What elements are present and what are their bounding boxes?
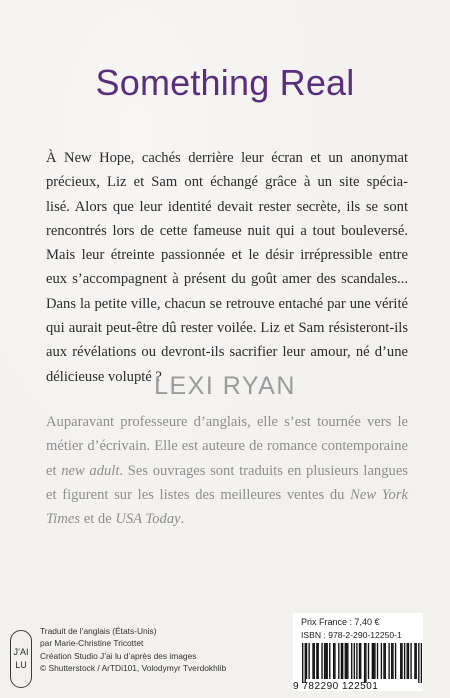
bio-text: .: [180, 511, 185, 528]
bio-line: Auparavant professeure d’anglais, elle s’est tournée vers le: [46, 414, 408, 430]
synopsis-line: eux s’accompagnent à présent du goût amer des scandales...: [46, 271, 408, 288]
barcode-bar: [325, 643, 326, 679]
synopsis-line: délicieuse volupté ?: [46, 368, 162, 385]
barcode-bar: [372, 643, 373, 679]
synopsis-line: aux révélations ou devront-ils sacrifier leur amour, né d’une: [46, 344, 408, 361]
credits: [40, 625, 280, 674]
bio-line: [46, 507, 408, 531]
barcode-bar: [342, 643, 343, 679]
barcode-bar: [354, 643, 355, 679]
logo-text: J’AI: [13, 647, 29, 657]
barcode-bar: [329, 643, 330, 679]
bio-line: [46, 483, 408, 507]
bio-italic: new adult: [61, 462, 120, 479]
synopsis-line: lisé. Alors que leur identité devait rester secrète, ils se sont: [46, 198, 408, 215]
barcode-bar: [324, 643, 325, 679]
barcode-bar: [316, 643, 317, 679]
barcode-bar: [385, 643, 386, 679]
barcode-bar: [418, 643, 419, 683]
barcode-bar: [374, 643, 375, 679]
barcode-bar: [312, 643, 313, 679]
price: Prix France : 7,40 €: [301, 617, 380, 627]
author-name: LEXI RYAN: [154, 372, 296, 400]
barcode-bar: [421, 643, 422, 683]
barcode-bar: [321, 643, 322, 679]
barcode-bar: [338, 643, 339, 679]
bio-line: [46, 459, 408, 483]
credit-line: par Marie-Christine Tricottet: [40, 638, 144, 649]
synopsis-line: À New Hope, cachés derrière leur écran et un anonymat: [46, 150, 408, 166]
bio-italic: Times: [46, 511, 81, 528]
barcode-bar: [346, 643, 347, 679]
barcode-bar: [414, 643, 415, 679]
barcode-bar: [401, 643, 402, 679]
credit-line: Création Studio J’ai lu d’après des images: [40, 650, 197, 661]
barcode-bar: [333, 643, 334, 679]
barcode-bar: [317, 643, 318, 679]
barcode-bar: [373, 643, 374, 679]
publisher-logo: [10, 630, 32, 688]
barcode-image: [302, 643, 422, 683]
credit-line: Traduit de l’anglais (États-Unis): [40, 626, 157, 636]
synopsis-line: Dans la petite ville, chacun se retrouve entaché par une vérité: [46, 295, 408, 312]
bio-italic: New York: [350, 486, 408, 503]
barcode-bar: [391, 643, 392, 679]
bio-text: et: [46, 462, 62, 479]
barcode-bar: [416, 643, 417, 679]
barcode-bar: [395, 643, 396, 679]
barcode-bar: [334, 643, 335, 679]
barcode-bar: [302, 643, 303, 683]
barcode-bar: [308, 643, 309, 679]
barcode-bar: [360, 643, 361, 679]
synopsis: [46, 146, 408, 389]
barcode-digits: 9 782290 122501: [293, 681, 379, 692]
barcode-bar: [314, 643, 315, 679]
barcode-bar: [347, 643, 348, 679]
barcode-bar: [356, 643, 357, 679]
barcode-bar: [364, 643, 365, 683]
barcode-bar: [388, 643, 389, 679]
barcode-bar: [377, 643, 378, 679]
barcode-bar: [351, 643, 352, 679]
barcode-bar: [407, 643, 408, 679]
book-title: Something Real: [95, 62, 355, 103]
barcode-bar: [404, 643, 405, 679]
barcode-bar: [345, 643, 346, 679]
barcode-bar: [365, 643, 366, 683]
barcode-bar: [392, 643, 393, 679]
barcode-bar: [359, 643, 360, 679]
bio-line: métier d’écrivain. Elle est auteure de romance contemporaine: [46, 438, 408, 455]
barcode-bar: [381, 643, 382, 679]
barcode-bar: [368, 643, 369, 679]
synopsis-line: Mais leur étreinte passionnée et le désir irrépressible entre: [46, 247, 408, 264]
synopsis-line: rencontrés lors de cette fameuse nuit qui a tout bouleversé.: [46, 222, 408, 239]
barcode-bar: [305, 643, 306, 683]
synopsis-line: qui aurait peut-être dû rester voilée. Liz et Sam résisteront-ils: [46, 320, 408, 337]
barcode-bar: [383, 643, 384, 679]
synopsis-line: précieux, Liz et Sam ont échangé grâce à un site spécia-: [46, 174, 408, 191]
isbn: ISBN : 978-2-290-12250-1: [301, 630, 402, 640]
barcode-bar: [327, 643, 328, 679]
barcode-bar: [408, 643, 409, 679]
bio-text: et de: [80, 511, 116, 528]
author-bio: [46, 410, 408, 531]
barcode-bar: [410, 643, 411, 679]
bio-text: . Ses ouvrages sont traduits en plusieurs langues: [119, 462, 408, 479]
credit-line: © Shutterstock / ArTDi101, Volodymyr Tverdokhlib: [40, 662, 227, 673]
barcode-bar: [400, 643, 401, 679]
logo-text: LU: [15, 660, 27, 670]
bio-italic: USA Today: [115, 511, 181, 528]
bio-text: et figurent sur les listes des meilleures ventes du: [46, 486, 351, 503]
barcode-bar: [306, 643, 307, 679]
barcode-bar: [341, 643, 342, 679]
